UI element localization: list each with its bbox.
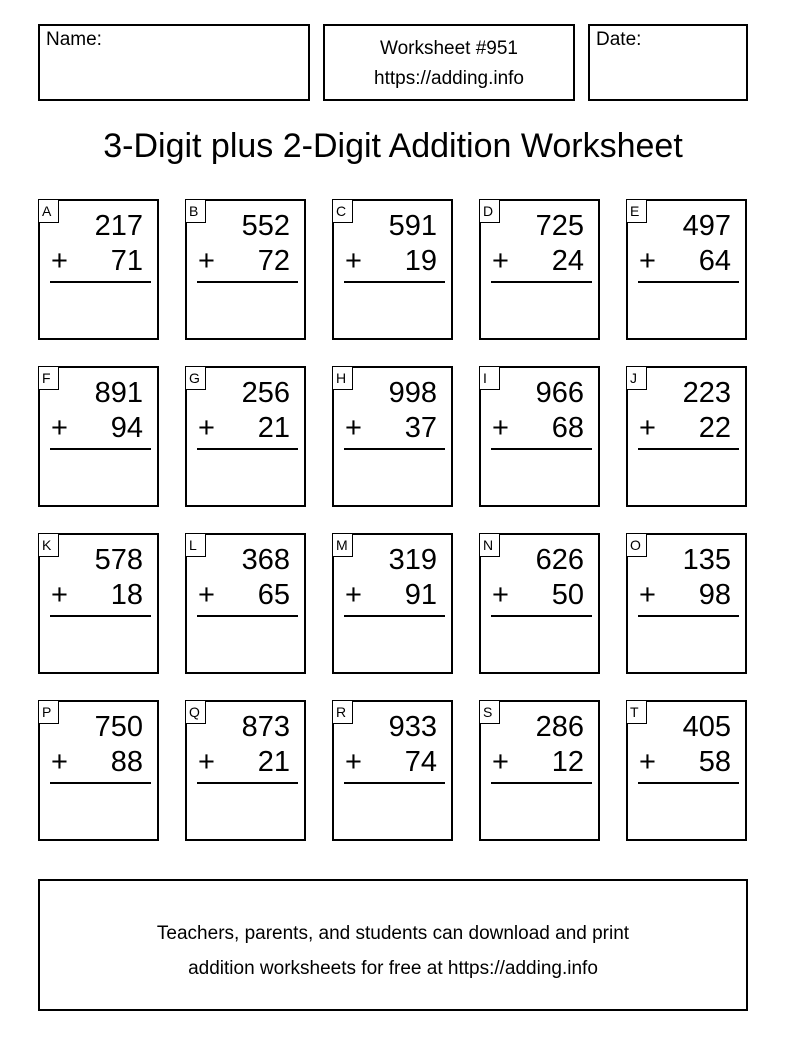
problem-box [626,199,747,340]
date-label: Date: [596,29,642,50]
plus-sign: + [51,245,68,277]
plus-sign: + [492,746,509,778]
addend-bottom: 74 [404,746,437,778]
problem-letter: L [185,533,206,557]
problem-letter: I [479,366,500,390]
worksheet-info-box [323,24,575,101]
plus-sign: + [198,412,215,444]
problem-letter: F [38,366,59,390]
answer-line [491,281,592,283]
answer-line [50,782,151,784]
problem-box [185,366,306,507]
plus-sign: + [51,412,68,444]
plus-sign: + [492,245,509,277]
problem-box [479,700,600,841]
problem-box [332,199,453,340]
problem-box [479,199,600,340]
addend-bottom: 98 [698,579,731,611]
answer-line [50,281,151,283]
problem-letter: E [626,199,647,223]
problem-box [38,199,159,340]
addend-bottom: 21 [257,412,290,444]
addend-bottom: 71 [110,245,143,277]
plus-sign: + [639,746,656,778]
answer-line [638,615,739,617]
problem-letter: S [479,700,500,724]
problem-letter: O [626,533,647,557]
problem-letter: T [626,700,647,724]
problem-letter: M [332,533,353,557]
problem-box [38,366,159,507]
problem-letter: C [332,199,353,223]
answer-line [50,615,151,617]
worksheet-number: Worksheet #951 [379,38,518,59]
name-box [38,24,310,101]
problem-box [479,366,600,507]
answer-line [344,782,445,784]
answer-line [491,615,592,617]
plus-sign: + [639,579,656,611]
answer-line [638,281,739,283]
problem-letter: Q [185,700,206,724]
plus-sign: + [639,245,656,277]
plus-sign: + [51,579,68,611]
addend-top: 933 [388,711,437,743]
plus-sign: + [345,245,362,277]
problem-box [185,199,306,340]
answer-line [197,448,298,450]
plus-sign: + [639,412,656,444]
addend-top: 217 [94,210,143,242]
addend-top: 552 [241,210,290,242]
addend-top: 591 [388,210,437,242]
answer-line [491,448,592,450]
addend-top: 368 [241,544,290,576]
addend-top: 405 [682,711,731,743]
problem-letter: G [185,366,206,390]
problem-box [332,533,453,674]
name-label: Name: [46,29,102,50]
addend-bottom: 58 [698,746,731,778]
problem-letter: R [332,700,353,724]
addend-top: 998 [388,377,437,409]
plus-sign: + [345,746,362,778]
addend-bottom: 88 [110,746,143,778]
plus-sign: + [345,579,362,611]
addend-top: 578 [94,544,143,576]
addend-top: 873 [241,711,290,743]
answer-line [197,281,298,283]
problem-letter: N [479,533,500,557]
problem-letter: H [332,366,353,390]
addend-top: 497 [682,210,731,242]
date-box [588,24,748,101]
plus-sign: + [198,579,215,611]
plus-sign: + [51,746,68,778]
footer-box [38,879,748,1011]
answer-line [197,782,298,784]
problem-letter: D [479,199,500,223]
plus-sign: + [198,746,215,778]
problem-letter: P [38,700,59,724]
addend-bottom: 22 [698,412,731,444]
plus-sign: + [345,412,362,444]
addend-bottom: 21 [257,746,290,778]
problem-letter: J [626,366,647,390]
addend-bottom: 12 [551,746,584,778]
addend-bottom: 72 [257,245,290,277]
problem-box [38,700,159,841]
addend-bottom: 91 [404,579,437,611]
plus-sign: + [492,579,509,611]
page-title: 3-Digit plus 2-Digit Addition Worksheet [103,127,683,165]
answer-line [638,448,739,450]
addend-bottom: 24 [551,245,584,277]
answer-line [344,615,445,617]
footer-line-2: addition worksheets for free at https://adding.info [188,958,598,979]
answer-line [344,448,445,450]
problem-box [38,533,159,674]
problem-box [185,533,306,674]
addend-bottom: 50 [551,579,584,611]
answer-line [197,615,298,617]
addend-top: 319 [388,544,437,576]
addend-bottom: 19 [404,245,437,277]
addend-bottom: 65 [257,579,290,611]
addend-top: 750 [94,711,143,743]
worksheet-url: https://adding.info [374,68,524,89]
footer-line-1: Teachers, parents, and students can download and print [156,923,630,944]
answer-line [638,782,739,784]
addend-top: 286 [535,711,584,743]
addend-top: 223 [682,377,731,409]
addend-bottom: 68 [551,412,584,444]
addend-top: 725 [535,210,584,242]
addend-top: 891 [94,377,143,409]
addend-bottom: 37 [404,412,437,444]
problem-box [332,366,453,507]
addend-bottom: 64 [698,245,731,277]
addend-bottom: 18 [110,579,143,611]
addend-top: 966 [535,377,584,409]
plus-sign: + [492,412,509,444]
answer-line [50,448,151,450]
problem-letter: B [185,199,206,223]
problem-box [626,700,747,841]
problem-letter: A [38,199,59,223]
answer-line [491,782,592,784]
addend-top: 256 [241,377,290,409]
addend-bottom: 94 [110,412,143,444]
answer-line [344,281,445,283]
addend-top: 626 [535,544,584,576]
problem-box [479,533,600,674]
problem-box [185,700,306,841]
problem-box [626,366,747,507]
problem-box [626,533,747,674]
addend-top: 135 [682,544,731,576]
problem-box [332,700,453,841]
problem-letter: K [38,533,59,557]
plus-sign: + [198,245,215,277]
